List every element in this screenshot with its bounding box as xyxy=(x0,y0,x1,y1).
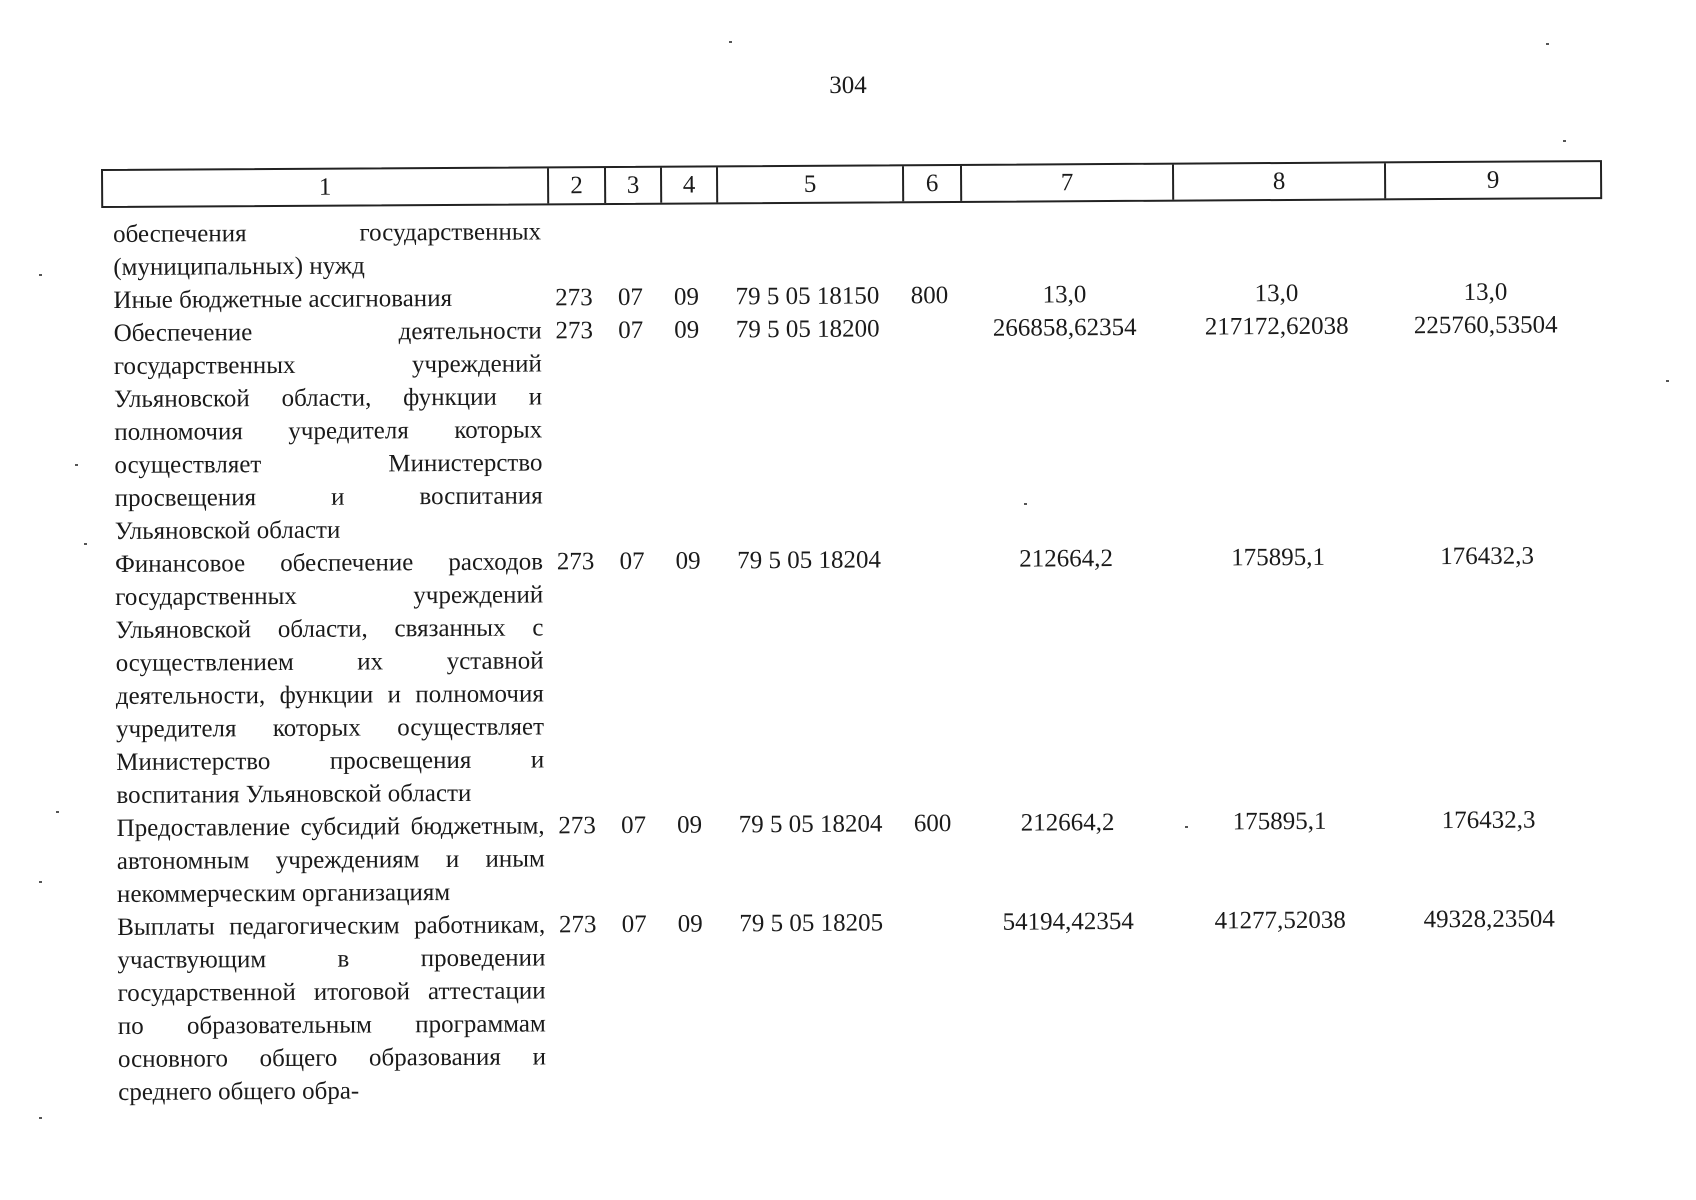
header-col-5: 5 xyxy=(718,166,904,202)
scan-speck xyxy=(75,464,78,466)
row-col-4: 09 xyxy=(677,811,703,839)
table-row xyxy=(115,539,1592,812)
scan-speck xyxy=(39,1117,42,1119)
scan-speck xyxy=(1666,380,1669,382)
row-col-7: 13,0 xyxy=(1042,281,1087,309)
scan-speck xyxy=(39,274,42,276)
row-col-5: 79 5 05 18150 xyxy=(735,282,880,311)
row-col-2: 273 xyxy=(558,911,597,939)
row-col-9: 13,0 xyxy=(1463,278,1508,306)
row-col-2: 273 xyxy=(556,548,595,576)
row-col-9: 176432,3 xyxy=(1441,806,1536,835)
row-col-5: 79 5 05 18204 xyxy=(737,546,881,575)
row-description: Обеспечение деятельности государственных учреждений Ульяновской области, функции и полномочия учредителя которых осуществляет Министерство просвещения и воспитания Ульяновской области xyxy=(113,317,543,545)
row-col-8: 13,0 xyxy=(1254,279,1299,308)
row-description: обеспечения государственных (муниципальных) нужд xyxy=(113,218,542,281)
header-col-2: 2 xyxy=(549,168,606,203)
row-col-4: 09 xyxy=(677,910,703,938)
budget-table xyxy=(113,209,1593,1109)
header-col-3: 3 xyxy=(606,168,662,203)
row-col-2: 273 xyxy=(558,812,596,840)
page-number: 304 xyxy=(829,72,867,99)
row-col-9: 176432,3 xyxy=(1440,542,1534,571)
header-col-8: 8 xyxy=(1174,163,1386,199)
row-col-3: 07 xyxy=(619,547,645,575)
row-col-7: 54194,42354 xyxy=(1002,907,1134,936)
row-col-5: 79 5 05 18200 xyxy=(735,315,880,344)
header-col-7: 7 xyxy=(962,165,1174,201)
row-col-9 xyxy=(1382,209,1588,210)
row-col-3: 07 xyxy=(618,316,644,345)
row-col-6: 600 xyxy=(913,810,952,838)
scan-speck xyxy=(729,41,732,43)
row-col-5: 79 5 05 18205 xyxy=(739,909,884,938)
scan-speck xyxy=(1185,826,1188,828)
row-col-7: 212664,2 xyxy=(1020,809,1115,837)
scan-speck xyxy=(39,881,42,883)
row-col-4: 09 xyxy=(675,547,701,575)
row-col-4: 09 xyxy=(673,283,700,311)
row-col-9: 49328,23504 xyxy=(1423,905,1555,934)
row-col-3: 07 xyxy=(617,283,644,312)
row-col-5 xyxy=(714,213,900,214)
row-col-5: 79 5 05 18204 xyxy=(738,810,883,839)
row-description: Выплаты педагогическим работникам, участвующим в проведении государственной итоговой аттестации по образовательным программам основного общего образования и среднего общего обра- xyxy=(117,911,547,1106)
row-col-7: 266858,62354 xyxy=(992,313,1137,342)
row-col-3: 07 xyxy=(621,910,647,938)
row-description: Иные бюджетные ассигнования xyxy=(113,284,453,314)
scan-speck xyxy=(56,811,59,813)
row-col-6: 800 xyxy=(910,282,949,310)
scan-speck xyxy=(1563,140,1566,142)
header-col-1: 1 xyxy=(103,168,549,206)
row-description: Предоставление субсидий бюджетным, автономным учреждениям и иным некоммерческим организациям xyxy=(116,812,545,908)
row-col-9: 225760,53504 xyxy=(1413,311,1558,340)
row-col-8 xyxy=(1170,210,1382,211)
row-col-2: 273 xyxy=(555,317,594,345)
scan-speck xyxy=(84,543,87,545)
table-row xyxy=(117,803,1593,911)
header-col-9: 9 xyxy=(1486,166,1500,194)
row-col-7: 212664,2 xyxy=(1019,545,1113,573)
column-header-row xyxy=(101,160,1602,208)
row-col-7 xyxy=(958,212,1170,213)
table-row xyxy=(117,902,1593,1109)
table-row xyxy=(114,308,1590,548)
row-col-8: 175895,1 xyxy=(1231,543,1325,572)
row-col-8: 41277,52038 xyxy=(1214,906,1346,935)
header-col-6: 6 xyxy=(904,166,962,201)
row-col-8: 217172,62038 xyxy=(1204,312,1349,341)
row-col-3: 07 xyxy=(621,811,647,839)
scan-speck xyxy=(1024,503,1027,505)
row-col-4: 09 xyxy=(674,316,700,344)
row-col-2: 273 xyxy=(555,284,593,312)
header-col-4: 4 xyxy=(662,167,718,202)
row-col-8: 175895,1 xyxy=(1232,807,1327,836)
row-description: Финансовое обеспечение расходов государственных учреждений Ульяновской области, связанных с осуществлением их уставной деятельности, функции и полномочия учредителя которых осуществляет Министерство просвещения и воспитания Ульяновской области xyxy=(114,548,545,809)
scan-speck xyxy=(1546,43,1549,45)
table-row xyxy=(113,209,1588,284)
